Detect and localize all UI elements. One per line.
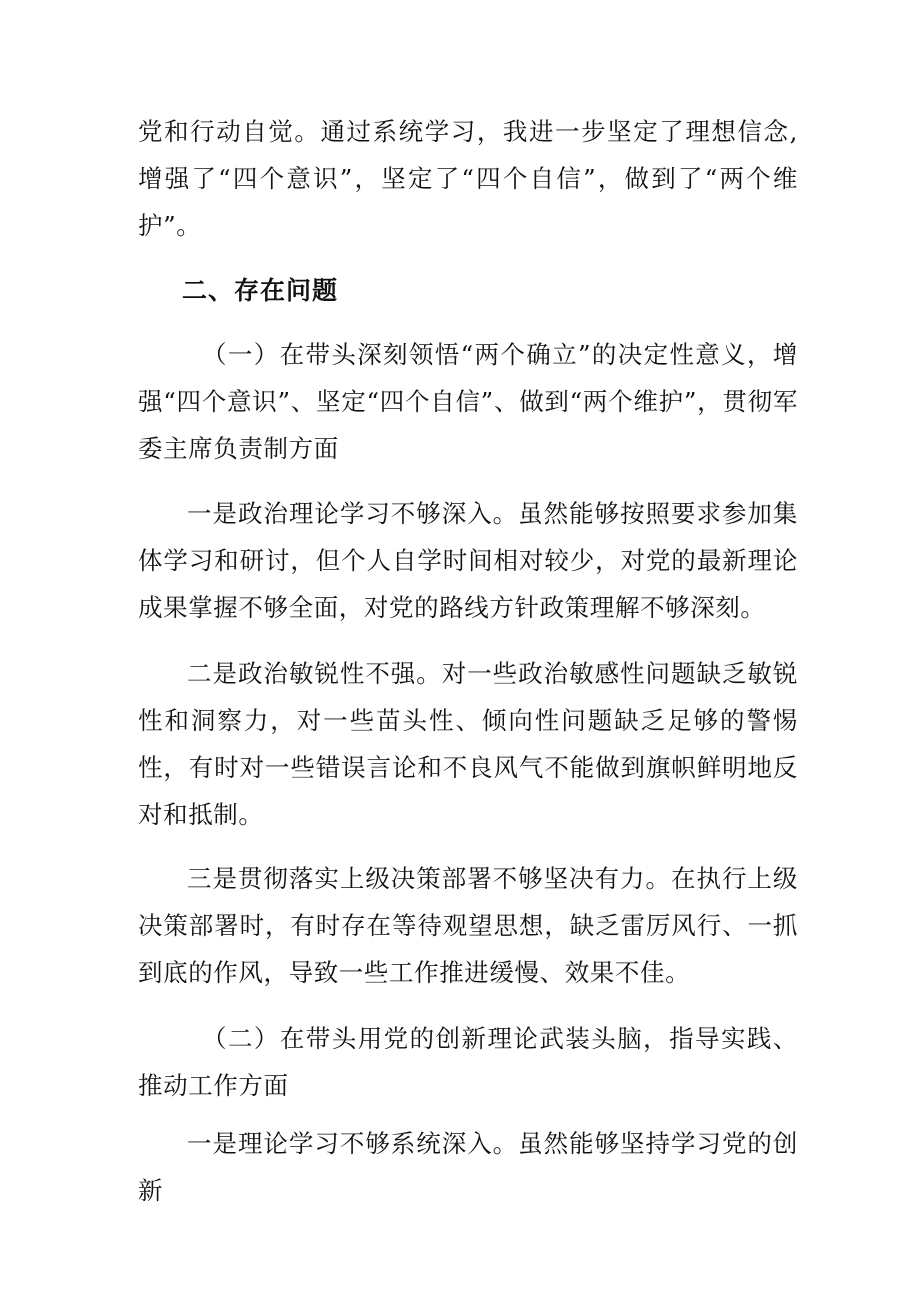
paragraph-item-1: 一是政治理论学习不够深入。虽然能够按照要求参加集体学习和研讨，但个人自学时间相对较少，对党的最新理论成果掌握不够全面，对党的路线方针政策理解不够深刻。	[138, 499, 798, 622]
subsection-heading-2: （二）在带头用党的创新理论武装头脑，指导实践、推动工作方面	[138, 1024, 798, 1100]
paragraph-item-3: 三是贯彻落实上级决策部署不够坚决有力。在执行上级决策部署时，有时存在等待观望思想，缺乏雷厉风行、一抓到底的作风，导致一些工作推进缓慢、效果不佳。	[138, 864, 798, 987]
paragraph-item-2: 二是政治敏锐性不强。对一些政治敏感性问题缺乏敏锐性和洞察力，对一些苗头性、倾向性问题缺乏足够的警惕性，有时对一些错误言论和不良风气不能做到旗帜鲜明地反对和抵制。	[138, 659, 798, 829]
subsection-heading-1: （一）在带头深刻领悟“两个确立”的决定性意义，增强“四个意识”、坚定“四个自信”、做到“两个维护”，贯彻军委主席负责制方面	[138, 340, 798, 463]
paragraph-item-4: 一是理论学习不够系统深入。虽然能够坚持学习党的创新	[138, 1129, 798, 1205]
paragraph-continuation: 党和行动自觉。通过系统学习，我进一步坚定了理想信念,增强了“四个意识”，坚定了“四个自信”，做到了“两个维护”。	[138, 117, 798, 240]
section-heading-problems: 二、存在问题	[182, 276, 339, 305]
